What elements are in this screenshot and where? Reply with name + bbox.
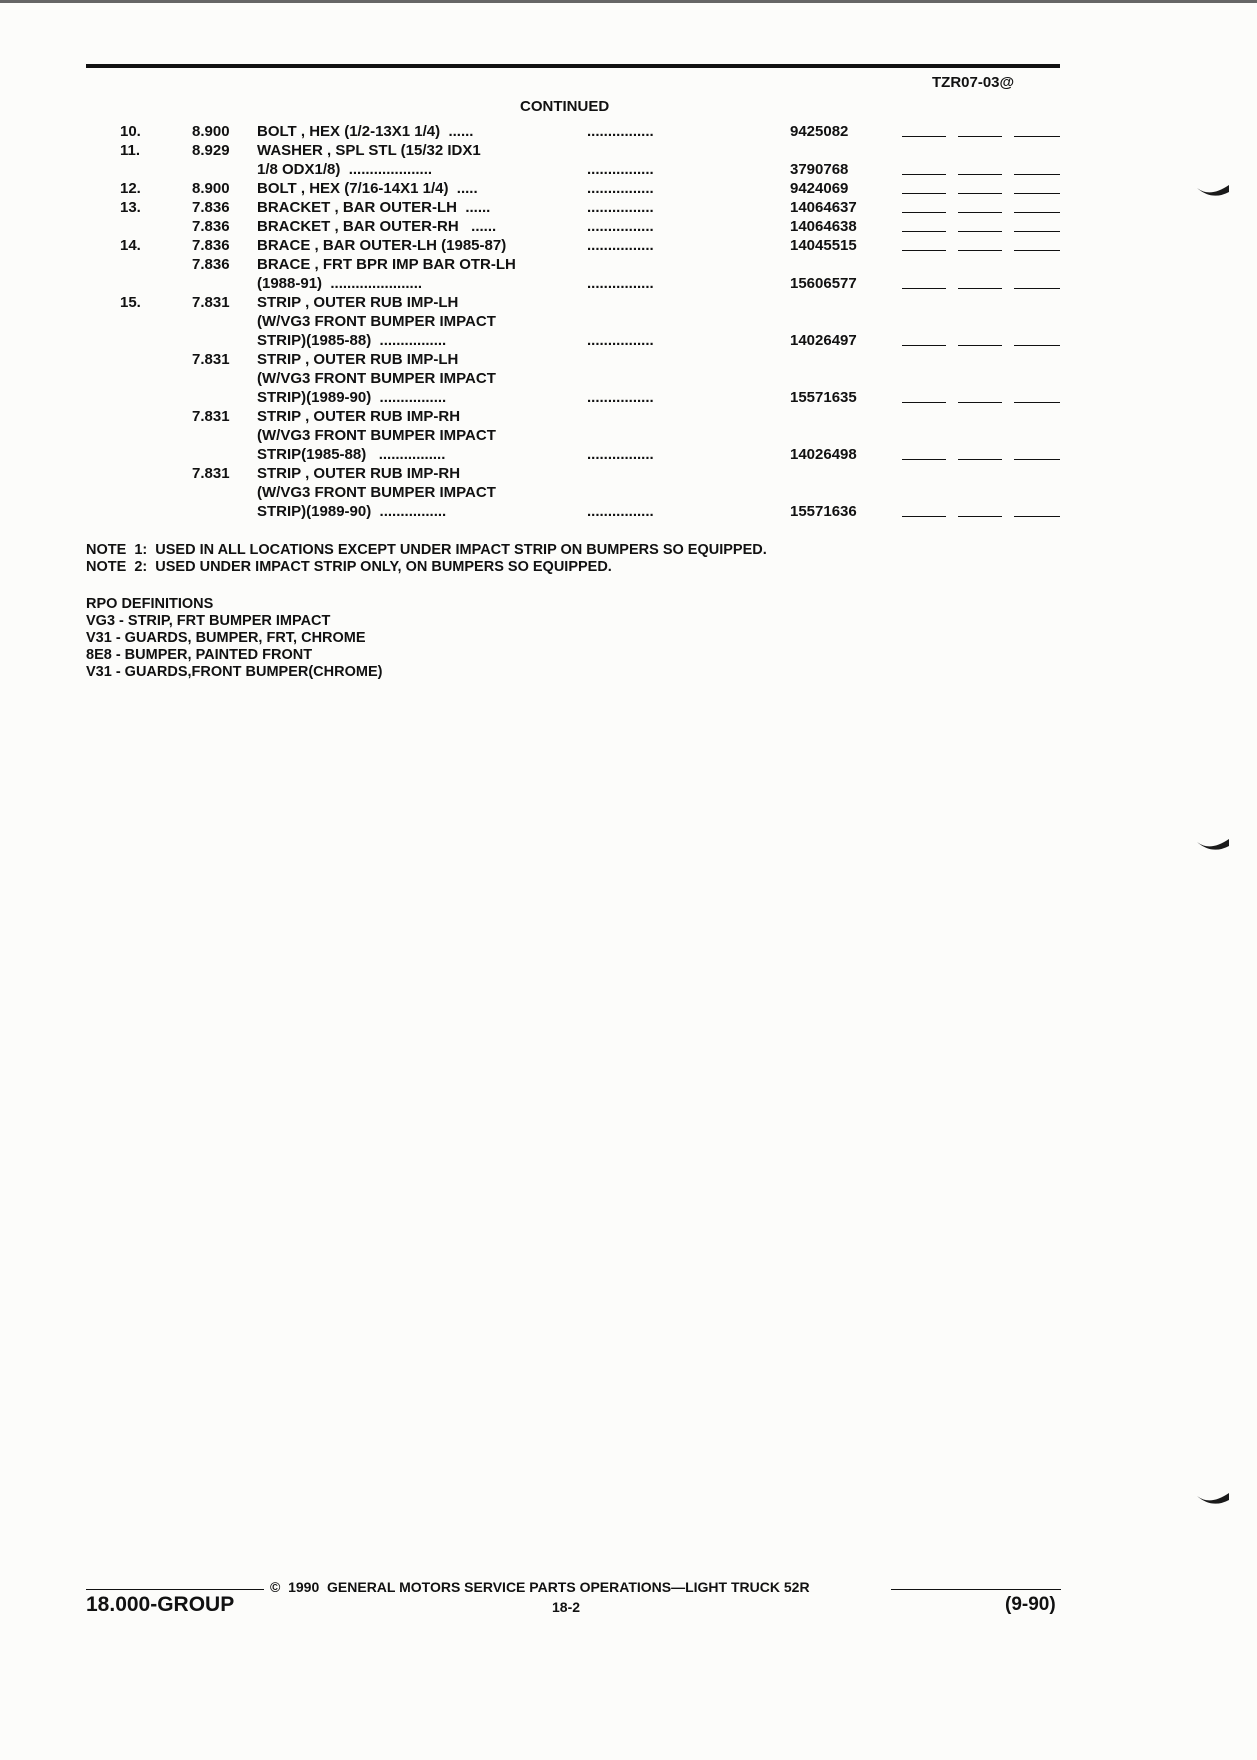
part-description: (W/VG3 FRONT BUMPER IMPACT bbox=[257, 484, 496, 501]
part-description: STRIP)(1989-90) ................ bbox=[257, 389, 447, 406]
leader-dots: ................ bbox=[587, 199, 654, 216]
leader-dots: ................ bbox=[587, 161, 654, 178]
blank-line bbox=[958, 459, 1002, 460]
blank-line bbox=[958, 250, 1002, 251]
blank-line bbox=[958, 212, 1002, 213]
group-number: 7.836 bbox=[192, 237, 230, 254]
part-number: 15571636 bbox=[790, 503, 857, 520]
part-description: STRIP)(1985-88) ................ bbox=[257, 332, 447, 349]
leader-dots: ................ bbox=[587, 275, 654, 292]
part-description: BOLT , HEX (1/2-13X1 1/4) ...... bbox=[257, 123, 474, 140]
binder-hole-mark-icon bbox=[1196, 1492, 1230, 1508]
blank-line bbox=[902, 174, 946, 175]
blank-line bbox=[902, 516, 946, 517]
leader-dots: ................ bbox=[587, 180, 654, 197]
blank-line bbox=[958, 516, 1002, 517]
footer-page-number: 18-2 bbox=[552, 1599, 581, 1615]
parts-row bbox=[0, 141, 1257, 160]
blank-line bbox=[1014, 288, 1060, 289]
group-number: 8.929 bbox=[192, 142, 230, 159]
blank-line bbox=[902, 136, 946, 137]
group-number: 7.836 bbox=[192, 256, 230, 273]
blank-line bbox=[1014, 136, 1060, 137]
part-description: BRACKET , BAR OUTER-LH ...... bbox=[257, 199, 491, 216]
entry-blanks bbox=[902, 174, 1060, 176]
blank-line bbox=[1014, 516, 1060, 517]
blank-line bbox=[958, 402, 1002, 403]
blank-line bbox=[1014, 174, 1060, 175]
parts-row bbox=[0, 483, 1257, 502]
part-number: 15606577 bbox=[790, 275, 857, 292]
entry-blanks bbox=[902, 459, 1060, 461]
parts-row bbox=[0, 331, 1257, 350]
blank-line bbox=[902, 231, 946, 232]
group-number: 7.836 bbox=[192, 218, 230, 235]
blank-line bbox=[902, 212, 946, 213]
blank-line bbox=[1014, 212, 1060, 213]
entry-blanks bbox=[902, 136, 1060, 138]
entry-blanks bbox=[902, 212, 1060, 214]
entry-blanks bbox=[902, 516, 1060, 518]
part-description: BOLT , HEX (7/16-14X1 1/4) ..... bbox=[257, 180, 478, 197]
item-number: 14. bbox=[120, 237, 141, 254]
parts-row bbox=[0, 350, 1257, 369]
rpo-item: V31 - GUARDS,FRONT BUMPER(CHROME) bbox=[86, 664, 383, 680]
part-description: (W/VG3 FRONT BUMPER IMPACT bbox=[257, 427, 496, 444]
part-number: 15571635 bbox=[790, 389, 857, 406]
part-description: (W/VG3 FRONT BUMPER IMPACT bbox=[257, 370, 496, 387]
blank-line bbox=[902, 459, 946, 460]
blank-line bbox=[1014, 250, 1060, 251]
blank-line bbox=[902, 345, 946, 346]
group-number: 7.831 bbox=[192, 465, 230, 482]
rpo-title: RPO DEFINITIONS bbox=[86, 596, 214, 612]
parts-row bbox=[0, 293, 1257, 312]
top-rule bbox=[86, 64, 1060, 68]
note-2: NOTE 2: USED UNDER IMPACT STRIP ONLY, ON BUMPERS SO EQUIPPED. bbox=[86, 559, 612, 575]
parts-row bbox=[0, 426, 1257, 445]
part-description: BRACKET , BAR OUTER-RH ...... bbox=[257, 218, 497, 235]
footer-rule-left bbox=[86, 1589, 264, 1590]
part-number: 14026497 bbox=[790, 332, 857, 349]
note-1: NOTE 1: USED IN ALL LOCATIONS EXCEPT UNDER IMPACT STRIP ON BUMPERS SO EQUIPPED. bbox=[86, 542, 767, 558]
group-number: 7.831 bbox=[192, 294, 230, 311]
parts-list bbox=[0, 122, 1257, 521]
parts-row bbox=[0, 122, 1257, 141]
blank-line bbox=[902, 402, 946, 403]
part-number: 14064637 bbox=[790, 199, 857, 216]
part-description: (1988-91) ...................... bbox=[257, 275, 423, 292]
notes-section bbox=[86, 542, 767, 576]
part-description: WASHER , SPL STL (15/32 IDX1 bbox=[257, 142, 481, 159]
part-number: 9425082 bbox=[790, 123, 849, 140]
blank-line bbox=[958, 136, 1002, 137]
blank-line bbox=[958, 345, 1002, 346]
parts-row bbox=[0, 274, 1257, 293]
part-number: 3790768 bbox=[790, 161, 849, 178]
part-description: 1/8 ODX1/8) .................... bbox=[257, 161, 433, 178]
parts-row bbox=[0, 217, 1257, 236]
entry-blanks bbox=[902, 231, 1060, 233]
parts-row bbox=[0, 312, 1257, 331]
leader-dots: ................ bbox=[587, 123, 654, 140]
leader-dots: ................ bbox=[587, 389, 654, 406]
group-number: 8.900 bbox=[192, 180, 230, 197]
parts-row bbox=[0, 407, 1257, 426]
entry-blanks bbox=[902, 345, 1060, 347]
footer-copyright: © 1990 GENERAL MOTORS SERVICE PARTS OPERATIONS—LIGHT TRUCK 52R bbox=[270, 1579, 810, 1595]
part-description: STRIP(1985-88) ................ bbox=[257, 446, 446, 463]
parts-row bbox=[0, 255, 1257, 274]
parts-row bbox=[0, 502, 1257, 521]
blank-line bbox=[1014, 402, 1060, 403]
continued-label: CONTINUED bbox=[520, 98, 610, 115]
blank-line bbox=[1014, 231, 1060, 232]
entry-blanks bbox=[902, 193, 1060, 195]
scan-edge-line bbox=[0, 0, 1257, 3]
blank-line bbox=[902, 250, 946, 251]
part-number: 14026498 bbox=[790, 446, 857, 463]
part-number: 14064638 bbox=[790, 218, 857, 235]
group-number: 7.836 bbox=[192, 199, 230, 216]
part-description: STRIP)(1989-90) ................ bbox=[257, 503, 447, 520]
binder-hole-mark-icon bbox=[1196, 838, 1230, 854]
leader-dots: ................ bbox=[587, 237, 654, 254]
blank-line bbox=[1014, 193, 1060, 194]
blank-line bbox=[1014, 459, 1060, 460]
leader-dots: ................ bbox=[587, 503, 654, 520]
leader-dots: ................ bbox=[587, 332, 654, 349]
parts-row bbox=[0, 160, 1257, 179]
entry-blanks bbox=[902, 288, 1060, 290]
part-description: BRACE , FRT BPR IMP BAR OTR-LH bbox=[257, 256, 516, 273]
item-number: 11. bbox=[120, 142, 141, 159]
part-description: STRIP , OUTER RUB IMP-RH bbox=[257, 465, 461, 482]
blank-line bbox=[958, 174, 1002, 175]
leader-dots: ................ bbox=[587, 446, 654, 463]
group-number: 7.831 bbox=[192, 408, 230, 425]
item-number: 10. bbox=[120, 123, 141, 140]
blank-line bbox=[958, 288, 1002, 289]
rpo-item: 8E8 - BUMPER, PAINTED FRONT bbox=[86, 647, 313, 663]
entry-blanks bbox=[902, 250, 1060, 252]
part-description: BRACE , BAR OUTER-LH (1985-87) bbox=[257, 237, 507, 254]
item-number: 12. bbox=[120, 180, 141, 197]
blank-line bbox=[1014, 345, 1060, 346]
parts-row bbox=[0, 369, 1257, 388]
entry-blanks bbox=[902, 402, 1060, 404]
part-description: STRIP , OUTER RUB IMP-LH bbox=[257, 294, 459, 311]
rpo-definitions bbox=[86, 596, 382, 681]
blank-line bbox=[902, 288, 946, 289]
part-description: STRIP , OUTER RUB IMP-RH bbox=[257, 408, 461, 425]
document-code: TZR07-03@ bbox=[932, 74, 1015, 91]
rpo-item: V31 - GUARDS, BUMPER, FRT, CHROME bbox=[86, 630, 366, 646]
group-number: 7.831 bbox=[192, 351, 230, 368]
footer-rule-right bbox=[891, 1589, 1061, 1590]
parts-row bbox=[0, 445, 1257, 464]
item-number: 13. bbox=[120, 199, 141, 216]
parts-row bbox=[0, 198, 1257, 217]
footer-group: 18.000-GROUP bbox=[86, 1593, 235, 1616]
parts-row bbox=[0, 236, 1257, 255]
parts-row bbox=[0, 179, 1257, 198]
group-number: 8.900 bbox=[192, 123, 230, 140]
part-description: (W/VG3 FRONT BUMPER IMPACT bbox=[257, 313, 496, 330]
part-description: STRIP , OUTER RUB IMP-LH bbox=[257, 351, 459, 368]
parts-row bbox=[0, 388, 1257, 407]
blank-line bbox=[902, 193, 946, 194]
part-number: 14045515 bbox=[790, 237, 857, 254]
footer-date: (9-90) bbox=[1005, 1594, 1056, 1615]
leader-dots: ................ bbox=[587, 218, 654, 235]
blank-line bbox=[958, 193, 1002, 194]
blank-line bbox=[958, 231, 1002, 232]
part-number: 9424069 bbox=[790, 180, 849, 197]
parts-row bbox=[0, 464, 1257, 483]
binder-hole-mark-icon bbox=[1196, 184, 1230, 200]
item-number: 15. bbox=[120, 294, 141, 311]
rpo-item: VG3 - STRIP, FRT BUMPER IMPACT bbox=[86, 613, 331, 629]
